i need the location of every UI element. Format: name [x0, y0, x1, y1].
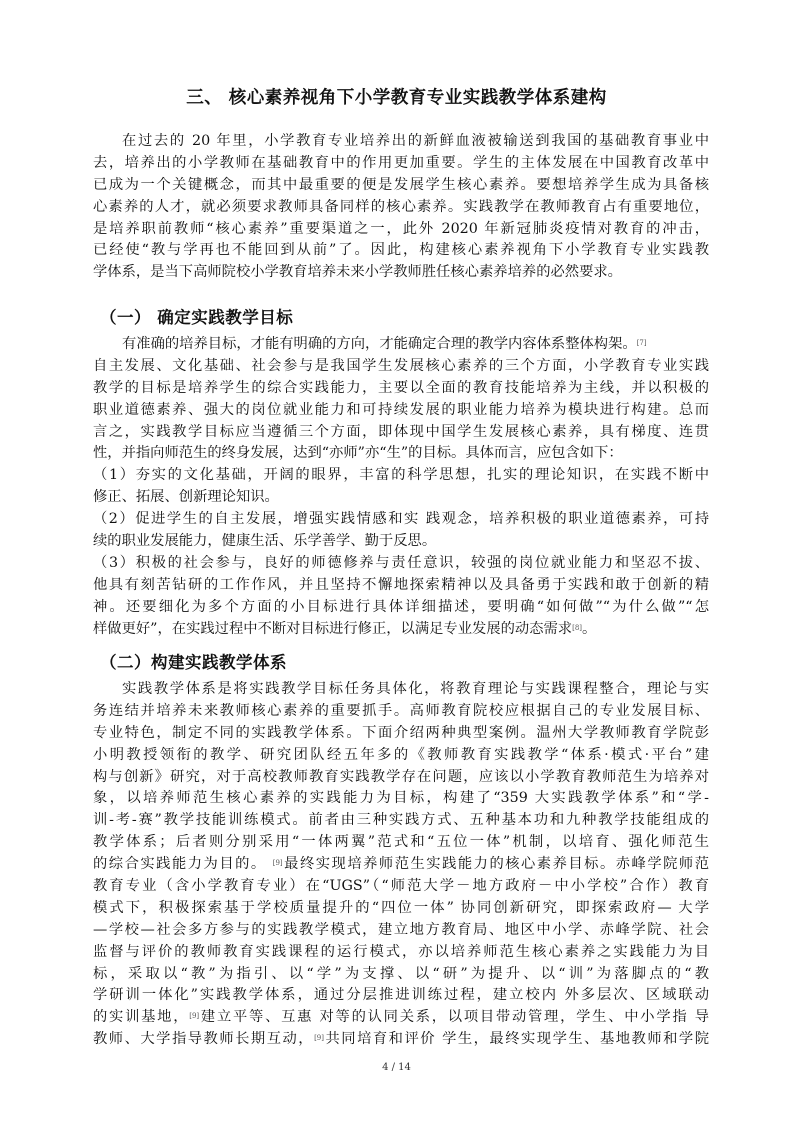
subheading-goals: （一） 确定实践教学目标: [100, 308, 294, 327]
paragraph-line: 言之，实践教学目标应当遵循三个方面，即体现中国学生发展核心素养，具有梯度、连贯: [93, 423, 709, 440]
citation-ref: [7]: [636, 339, 647, 347]
paragraph-line: 实践教学体系是将实践教学目标任务具体化，将教育理论与实践课程整合，理论与实: [122, 681, 709, 697]
subheading-system: （二）构建实践教学体系: [100, 653, 287, 672]
section-heading: 三、 核心素养视角下小学教育专业实践教学体系建构: [186, 88, 607, 108]
list-item-line: （2）促进学生的自主发展，增强实践情感和实 践观念，培养积极的职业道德素养，可持: [93, 511, 709, 528]
list-item-line: 续的职业发展能力，健康生活、乐学善学、勤于反思。: [93, 533, 437, 550]
paragraph-text: 建立平等、互惠 对等的认同关系，以项目带动管理，学生、中小学指 导: [199, 1009, 709, 1026]
citation-ref: [9]: [189, 1012, 200, 1021]
paragraph-line: 模式下，积极探索基于学校质量提升的“四位一体” 协同创新研究，即探索政府— 大学: [93, 899, 709, 916]
page-number: 4 / 14: [382, 1062, 411, 1073]
paragraph-text: 教师、大学指导教师长期互动，: [93, 1031, 315, 1048]
paragraph-text: 的实训基地，: [93, 1009, 190, 1026]
paragraph-line: 小明教授领衔的教学、研究团队经五年多的《教师教育实践教学“体系·模式·平台”建: [93, 746, 709, 763]
list-item-line: 他具有刻苦钻研的工作作风，并且坚持不懈地探索精神以及具备勇于实践和敢于创新的精: [93, 576, 709, 593]
paragraph-line: 学研训一体化”实践教学体系，通过分层推进训练过程，建立校内 外多层次、区域联动: [93, 987, 709, 1004]
paragraph-line: 是培养职前教师“核心素养”重要渠道之一，此外 2020 年新冠肺炎疫情对教育的冲击，: [93, 220, 709, 237]
paragraph-text: 有准确的培养目标，才能有明确的方向，才能确定合理的教学内容体系整体构架。: [122, 336, 637, 352]
paragraph-text: 。: [582, 620, 597, 637]
paragraph-line: 已成为一个关键概念，而其中最重要的便是发展学生核心素养。要想培养学生成为具备核: [93, 176, 709, 193]
paragraph-line: 去，培养出的小学教师在基础教育中的作用更加重要。学生的主体发展在中国教育改革中: [93, 154, 709, 171]
paragraph-line: 教学的目标是培养学生的综合实践能力，主要以全面的教育技能培养为主线，并以积极的: [93, 379, 709, 396]
paragraph-line: 专业特色，制定不同的实践教学体系。下面介绍两种典型案例。温州大学教师教育学院彭: [93, 724, 709, 741]
paragraph-text: 共同培育和评价 学生，最终实现学生、基地教师和学院: [324, 1031, 709, 1048]
paragraph-line: 职业道德素养、强大的岗位就业能力和可持续发展的职业能力培养为模块进行构建。总而: [93, 401, 709, 418]
paragraph-line: [93, 334, 709, 356]
citation-ref: [9]: [314, 1034, 324, 1043]
list-item-line: （1）夯实的文化基础，开阔的眼界，丰富的科学思想，扎实的理论知识，在实践不断中: [93, 467, 709, 484]
paragraph-line: 教学体系；后者则分别采用“一体两翼”范式和“五位一体”机制，以培育、强化师范生: [93, 834, 709, 851]
paragraph-text: 的综合实践能力为目的。: [93, 856, 267, 873]
paragraph-line: 务连结并培养未来教师核心素养的重要抓手。高师教育院校应根据自己的专业发展目标、: [93, 702, 709, 719]
paragraph-text: 样做更好”，在实践过程中不断对目标进行修正，以满足专业发展的动态需求: [93, 620, 573, 637]
paragraph-line: 标，采取以“教”为指引、以“学”为支撑、以“研”为提升、以“训”为落脚点的“教: [93, 965, 709, 982]
paragraph-line: 心素养的人才，就必须要求教师具备同样的核心素养。实践教学在教师教育占有重要地位，: [93, 198, 709, 215]
list-item-line: [93, 619, 709, 641]
list-item-line: 神。还要细化为多个方面的小目标进行具体详细描述，要明确“如何做”“为什么做”“怎: [93, 598, 709, 615]
paragraph-line: [93, 854, 709, 876]
goals-paragraph: [93, 334, 709, 640]
list-item-line: 修正、拓展、创新理论知识。: [93, 489, 279, 506]
paragraph-line: 已经使“教与学再也不能回到从前”了。因此，构建核心素养视角下小学教育专业实践教: [93, 242, 709, 259]
paragraph-line: —学校—社会多方参与的实践教学模式，建立地方教育局、地区中小学、赤峰学院、社会: [93, 921, 709, 938]
intro-paragraph: [93, 131, 709, 284]
paragraph-line: 在过去的 20 年里，小学教育专业培养出的新鲜血液被输送到我国的基础教育事业中: [122, 133, 709, 149]
paragraph-line: 构与创新》研究，对于高校教师教育实践教学存在问题，应该以小学教育教师范生为培养对: [93, 768, 709, 785]
paragraph-line: 监督与评价的教师教育实践课程的运行模式，亦以培养师范生核心素养之实践能力为目: [93, 943, 709, 960]
paragraph-line: 训-考-赛”教学技能训练模式。前者由三种实践方式、五种基本功和九种教学技能组成的: [93, 812, 709, 829]
citation-ref: [8]: [572, 623, 583, 632]
paragraph-line: 自主发展、文化基础、社会参与是我国学生发展核心素养的三个方面，小学教育专业实践: [93, 357, 709, 374]
list-item-line: （3）积极的社会参与，良好的师德修养与责任意识，较强的岗位就业能力和坚忍不拔、: [93, 554, 709, 571]
paragraph-line: 象，以培养师范生核心素养的实践能力为目标，构建了“359 大实践教学体系”和“学-: [93, 790, 709, 807]
paragraph-line: [93, 1007, 709, 1029]
paragraph-line: [93, 1029, 709, 1051]
citation-ref: [9]: [272, 859, 283, 868]
system-paragraph: [93, 679, 709, 1051]
paragraph-text: 最终实现培养师范生实践能力的核心素养目标。赤峰学院师范: [282, 856, 709, 873]
paragraph-line: 性，并指向师范生的终身发展，达到“亦师”亦“生”的目标。具体而言，应包含如下：: [93, 445, 623, 462]
paragraph-line: 教育专业（含小学教育专业）在“UGS”（“师范大学－地方政府－中小学校”合作）教育: [93, 878, 709, 895]
paragraph-line: 学体系，是当下高师院校小学教育培养未来小学教师胜任核心素养培养的必然要求。: [93, 264, 622, 281]
